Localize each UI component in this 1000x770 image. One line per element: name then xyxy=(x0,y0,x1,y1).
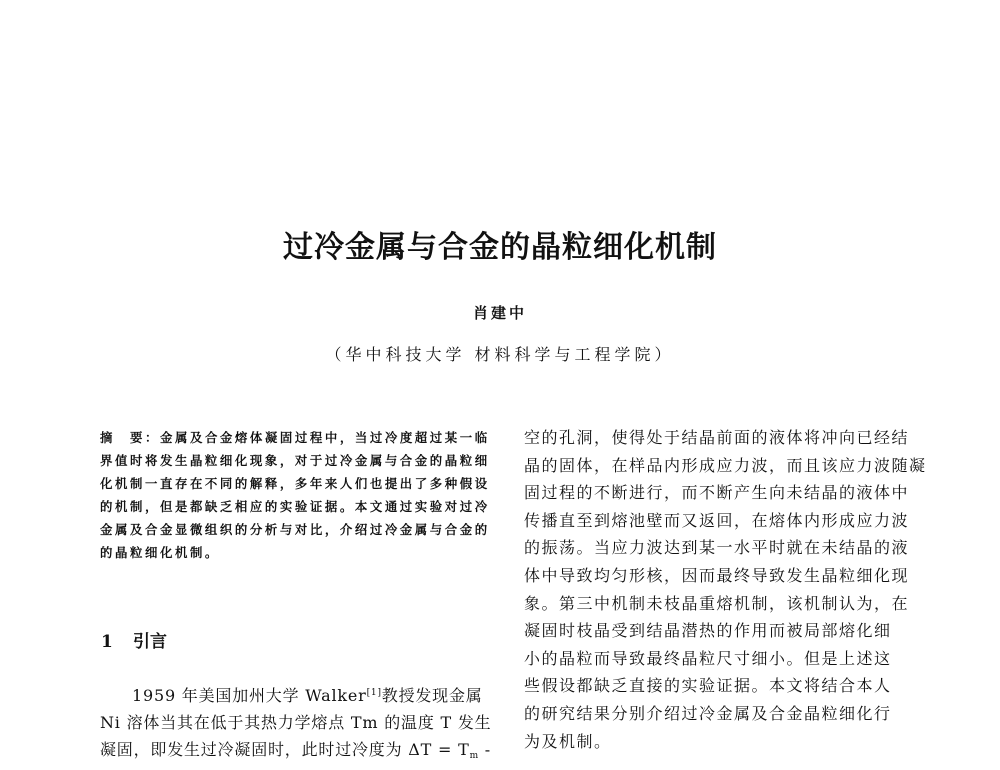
abstract-block xyxy=(100,426,500,564)
citation-reference: [1] xyxy=(366,688,382,698)
abstract-label: 摘 要： xyxy=(100,430,160,445)
body-text: 教授发现金属 xyxy=(381,686,483,705)
abstract-line-2: 界值时将发生晶粒细化现象，对于过冷金属与合金的晶粒细 xyxy=(100,453,490,468)
body-right-line-4: 传播直至到熔池壁而又返回，在熔体内形成应力波 xyxy=(524,510,910,530)
body-right-line-12: 为及机制。 xyxy=(524,731,612,751)
subscript-m: m xyxy=(469,751,479,761)
abstract-text: 金属及合金熔体凝固过程中，当过冷度超过某一临 xyxy=(159,430,490,445)
paper-title: 过冷金属与合金的晶粒细化机制 xyxy=(283,230,717,265)
body-text: 1959 年美国加州大学 Walker xyxy=(132,686,367,705)
section-number: 1 xyxy=(101,632,113,652)
body-right-line-11: 的研究结果分别介绍过冷金属及合金晶粒细化行 xyxy=(524,703,892,723)
abstract-line-3: 化机制一直存在不同的解释，多年来人们也提出了多种假设 xyxy=(100,476,490,491)
body-right-line-7: 象。第三中机制未枝晶重熔机制，该机制认为，在 xyxy=(524,593,910,613)
body-right-line-10: 些假设都缺乏直接的实验证据。本文将结合本人 xyxy=(524,676,892,696)
body-right-line-6: 体中导致均匀形核，因而最终导致发生晶粒细化现 xyxy=(524,565,910,585)
author-name: 肖建中 xyxy=(472,304,527,322)
body-right-line-1: 空的孔洞，使得处于结晶前面的液体将冲向已经结 xyxy=(524,428,910,447)
body-text: - xyxy=(478,740,492,759)
abstract-line-6: 的晶粒细化机制。 xyxy=(100,545,220,560)
body-right-line-2: 晶的固体，在样品内形成应力波，而且该应力波随凝 xyxy=(524,455,927,475)
body-text: 凝固，即发生过冷凝固时，此时过冷度为 ΔT = T xyxy=(100,740,470,759)
abstract-line-1 xyxy=(100,426,500,449)
body-text-left-column xyxy=(100,680,500,770)
body-right-line-5: 的振荡。当应力波达到某一水平时就在未结晶的液 xyxy=(524,538,910,558)
body-text-right-column xyxy=(524,424,927,755)
section-title: 引言 xyxy=(133,632,167,652)
author-affiliation: （华中科技大学 材料科学与工程学院） xyxy=(325,345,675,364)
body-right-line-8: 凝固时枝晶受到结晶潜热的作用而被局部熔化细 xyxy=(524,621,892,641)
abstract-line-5: 金属及合金显微组织的分析与对比，介绍过冷金属与合金的 xyxy=(100,522,490,537)
body-left-line-3 xyxy=(100,736,500,770)
section-heading-introduction xyxy=(101,627,167,652)
abstract-line-4: 的机制，但是都缺乏相应的实验证据。本文通过实验对过冷 xyxy=(100,499,490,514)
body-right-line-3: 固过程的不断进行，而不断产生向未结晶的液体中 xyxy=(524,483,910,503)
body-right-line-9: 小的晶粒而导致最终晶粒尺寸细小。但是上述这 xyxy=(524,648,892,668)
body-left-line-1 xyxy=(100,680,500,709)
body-left-line-2: Ni 溶体当其在低于其热力学熔点 Tm 的温度 T 发生 xyxy=(100,713,492,732)
